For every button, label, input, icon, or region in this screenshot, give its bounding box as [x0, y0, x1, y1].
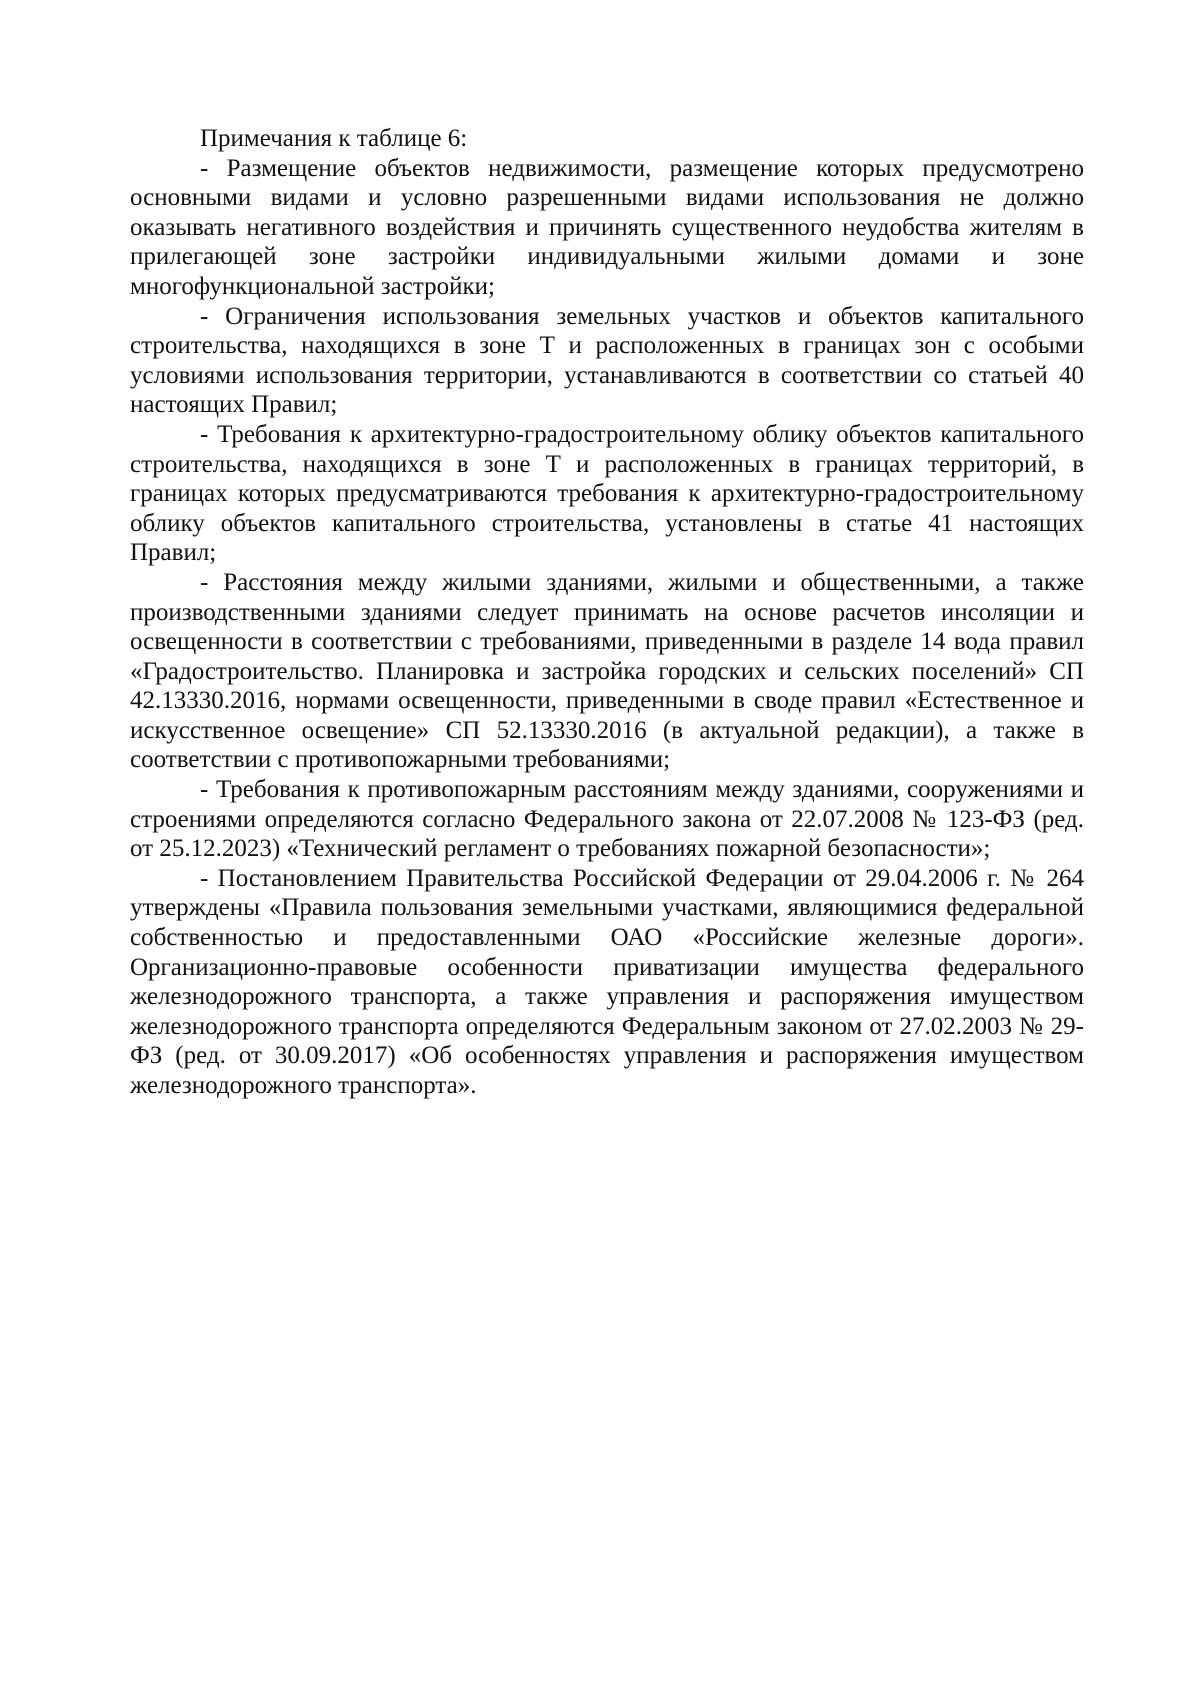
note-paragraph-2: - Ограничения использования земельных участков и объектов капитального строительства, находящихся в зоне Т и расположенных в границах зон с особыми условиями использования территории, устанавливаются в соответствии со статьей 40 настоящих Правил; — [130, 302, 1084, 419]
note-paragraph-4: - Расстояния между жилыми зданиями, жилыми и общественными, а также производственными зданиями следует принимать на основе расчетов инсоляции и освещенности в соответствии с требованиями, приведенными в разделе 14 вода правил «Градостроительство. Планировка и застройка городских и сельских поселений» СП 42.13330.2016, нормами освещенности, приведенными в своде правил «Естественное и искусственное освещение» СП 52.13330.2016 (в актуальной редакции), а также в соответствии с противопожарными требованиями; — [130, 568, 1084, 774]
notes-heading: Примечания к таблице 6: — [200, 125, 468, 152]
note-paragraph-6: - Постановлением Правительства Российской Федерации от 29.04.2006 г. № 264 утверждены «Правила пользования земельными участками, являющимися федеральной собственностью и предоставленными ОАО «Российские железные дороги». Организационно-правовые особенности приватизации имущества федерального железнодорожного транспорта, а также управления и распоряжения имуществом железнодорожного транспорта определяются Федеральным законом от 27.02.2003 № 29-ФЗ (ред. от 30.09.2017) «Об особенностях управления и распоряжения имуществом железнодорожного транспорта». — [130, 864, 1084, 1099]
note-paragraph-5: - Требования к противопожарным расстояниям между зданиями, сооружениями и строениями определяются согласно Федерального закона от 22.07.2008 № 123-ФЗ (ред. от 25.12.2023) «Технический регламент о требованиях пожарной безопасности»; — [130, 776, 1084, 863]
note-paragraph-3: - Требования к архитектурно-градостроительному облику объектов капитального строительства, находящихся в зоне Т и расположенных в границах территорий, в границах которых предусматриваются требования к архитектурно-градостроительному облику объектов капитального строительства, установлены в статье 41 настоящих Правил; — [130, 420, 1084, 567]
note-paragraph-1: - Размещение объектов недвижимости, размещение которых предусмотрено основными видами и условно разрешенными видами использования не должно оказывать негативного воздействия и причинять существенного неудобства жителям в прилегающей зоне застройки индивидуальными жилыми домами и зоне многофункциональной застройки; — [130, 154, 1084, 300]
document-body — [130, 124, 1084, 1101]
